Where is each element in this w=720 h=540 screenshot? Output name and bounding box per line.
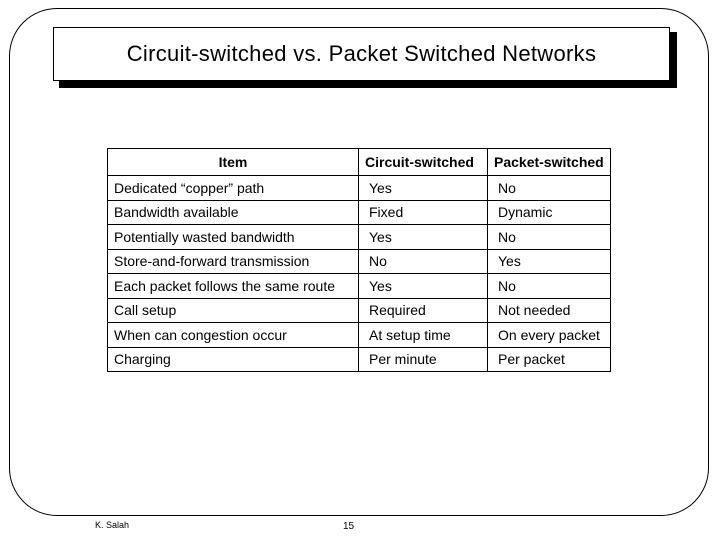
footer-author: K. Salah: [95, 520, 130, 530]
row-circuit-value: At setup time: [359, 323, 488, 348]
comparison-table: [107, 148, 611, 372]
header-item: Item: [108, 149, 359, 176]
row-item: When can congestion occur: [108, 323, 359, 348]
row-item: Call setup: [108, 298, 359, 323]
row-packet-value: No: [488, 274, 611, 299]
row-circuit-value: Required: [359, 298, 488, 323]
row-packet-value: Not needed: [488, 298, 611, 323]
table-row: [108, 225, 611, 250]
row-item: Each packet follows the same route: [108, 274, 359, 299]
table-row: [108, 298, 611, 323]
header-circuit-switched: Circuit-switched: [359, 149, 488, 176]
table-row: [108, 200, 611, 225]
header-packet-switched: Packet-switched: [488, 149, 611, 176]
row-packet-value: On every packet: [488, 323, 611, 348]
row-circuit-value: Yes: [359, 274, 488, 299]
row-item: Bandwidth available: [108, 200, 359, 225]
table-row: [108, 176, 611, 201]
row-circuit-value: Per minute: [359, 347, 488, 372]
table-row: [108, 323, 611, 348]
table-header-row: [108, 149, 611, 176]
row-item: Dedicated “copper” path: [108, 176, 359, 201]
table-row: [108, 274, 611, 299]
row-item: Charging: [108, 347, 359, 372]
row-packet-value: Per packet: [488, 347, 611, 372]
row-circuit-value: No: [359, 249, 488, 274]
row-item: Potentially wasted bandwidth: [108, 225, 359, 250]
page-number: 15: [343, 521, 355, 532]
row-circuit-value: Yes: [359, 225, 488, 250]
row-packet-value: Dynamic: [488, 200, 611, 225]
row-circuit-value: Fixed: [359, 200, 488, 225]
slide-title: Circuit-switched vs. Packet Switched Networks: [126, 41, 597, 66]
row-item: Store-and-forward transmission: [108, 249, 359, 274]
row-packet-value: Yes: [488, 249, 611, 274]
table-row: [108, 347, 611, 372]
table-row: [108, 249, 611, 274]
row-packet-value: No: [488, 176, 611, 201]
row-circuit-value: Yes: [359, 176, 488, 201]
row-packet-value: No: [488, 225, 611, 250]
title-box: [53, 27, 670, 81]
